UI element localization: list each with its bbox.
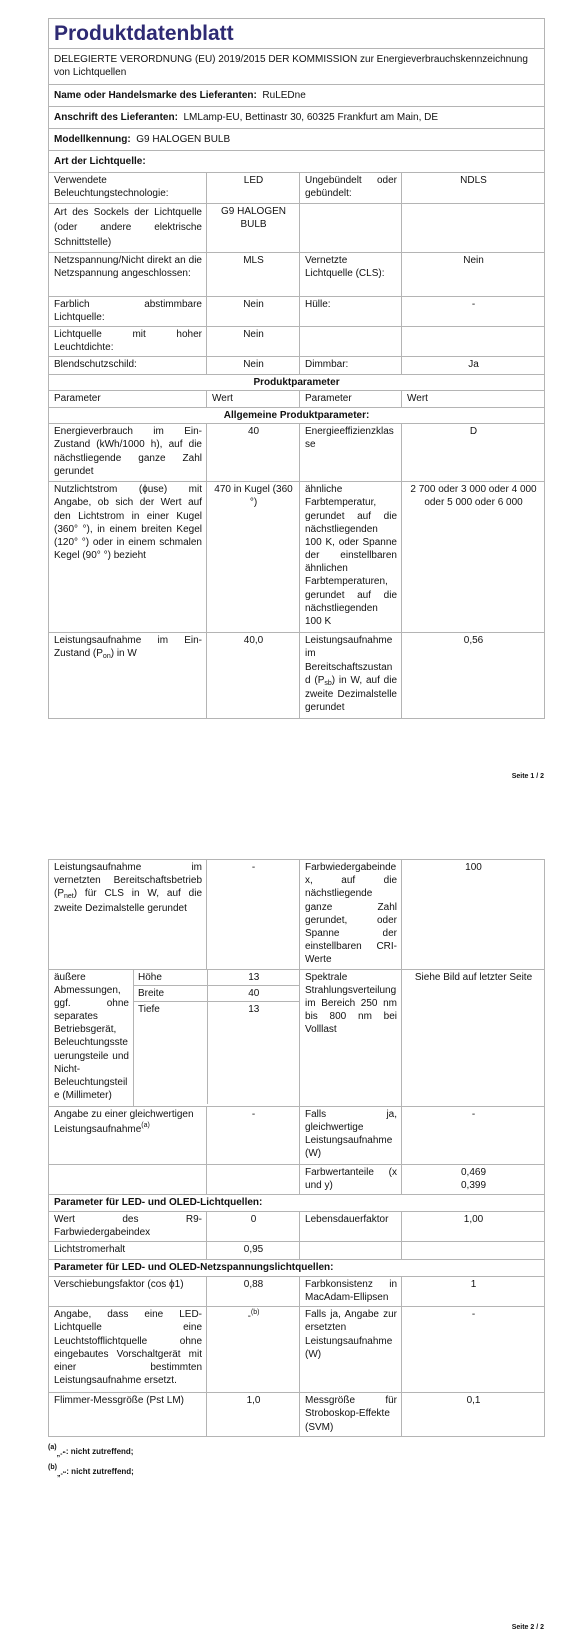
svm-value: 0,1 xyxy=(402,1393,545,1437)
socket-label: Art des Sockels der Lichtquelle (oder andere elektrische Schnittstelle) xyxy=(49,203,207,252)
macadam-label: Farbkonsistenz in MacAdam-Ellipsen xyxy=(300,1276,402,1306)
pnet-value: - xyxy=(207,860,300,970)
dimmable-value: Ja xyxy=(402,357,545,374)
energy-label: Energieverbrauch im Ein-Zustand (kWh/1000 h), auf die nächstliegende ganze Zahl gerundet xyxy=(49,424,207,482)
datasheet-table-page2 xyxy=(48,859,545,1437)
cls-value: Nein xyxy=(402,252,545,296)
maint-label: Lichtstromerhalt xyxy=(49,1242,207,1259)
chroma-y: 0,399 xyxy=(461,1179,487,1191)
height-label: Höhe xyxy=(134,970,207,986)
regulation-text: DELEGIERTE VERORDNUNG (EU) 2019/2015 DER KOMMISSION zur Energieverbrauchskennzeichnung von Lichtquellen xyxy=(49,49,545,84)
glare-label: Blendschutzschild: xyxy=(49,357,207,374)
spd-label: Spektrale Strahlungsverteilung im Bereich 250 nm bis 800 nm bei Volllast xyxy=(300,969,402,1106)
efficiency-value: D xyxy=(402,424,545,482)
mains-value: MLS xyxy=(207,252,300,296)
section-light-source: Art der Lichtquelle: xyxy=(49,151,545,173)
empty-cell xyxy=(300,203,402,252)
empty-cell xyxy=(300,1242,402,1259)
replace-value: -$^{(b)}$ xyxy=(207,1307,300,1393)
glare-value: Nein xyxy=(207,357,300,374)
page-title: Produktdatenblatt xyxy=(54,22,234,45)
height-value: 13 xyxy=(207,970,300,986)
tunable-value: Nein xyxy=(207,296,300,326)
flux-label: Nutzlichtstrom (ɸuse) mit Angabe, ob sich der Wert auf den Lichtstrom in einer Kugel (360° °), in einem breiten Kegel (120° °) oder in einem schmalen Kegel (90° °) bezieht xyxy=(49,482,207,633)
dims-label: äußere Abmessungen, ggf. ohne separates Betriebsgerät, Beleuchtungssteuerungsteile und Nicht-Beleuchtungsteile (Millimeter) xyxy=(49,969,134,1106)
tunable-label: Farblich abstimmbare Lichtquelle: xyxy=(49,296,207,326)
dimmable-label: Dimmbar: xyxy=(300,357,402,374)
socket-value: G9 HALOGEN BULB xyxy=(207,203,300,252)
supplier-name-label: Name oder Handelsmarke des Lieferanten: xyxy=(54,89,257,101)
page-number: Seite 2 / 2 xyxy=(511,1624,544,1631)
r9-value: 0 xyxy=(207,1212,300,1242)
cri-value: 100 xyxy=(402,860,545,970)
spd-value: Siehe Bild auf letzter Seite xyxy=(402,969,545,1106)
cct-label: ähnliche Farbtemperatur, gerundet auf die nächstliegenden 100 K, oder Spanne der einstellbaren ähnlichen Farbtemperaturen, gerundet auf die nächstliegenden 100 K xyxy=(300,482,402,633)
flicker-value: 1,0 xyxy=(207,1393,300,1437)
mains-heading: Parameter für LED- und OLED-Netzspannungslichtquellen: xyxy=(49,1259,545,1276)
model-row xyxy=(49,128,545,150)
tech-value: LED xyxy=(207,173,300,203)
empty-cell xyxy=(49,1164,207,1194)
efficiency-label: Energieeffizienzklasse xyxy=(300,424,402,482)
width-value: 40 xyxy=(207,985,300,1001)
survival-value: 1,00 xyxy=(402,1212,545,1242)
equiv-w-value: - xyxy=(402,1106,545,1164)
supplier-address-row xyxy=(49,106,545,128)
svm-label: Messgröße für Stroboskop-Effekte (SVM) xyxy=(300,1393,402,1437)
pon-value: 40,0 xyxy=(207,633,300,719)
pnet-label: Leistungsaufnahme im vernetzten Bereitschaftsbetrieb $(P_{net})$ für CLS in W, auf die zweite Dezimalstelle gerundet xyxy=(49,860,207,970)
page-2 xyxy=(48,859,544,1437)
model-value: G9 HALOGEN BULB xyxy=(136,133,231,145)
supplier-address-value: LMLamp-EU, Bettinastr 30, 60325 Frankfurt am Main, DE xyxy=(183,111,439,123)
empty-cell xyxy=(402,327,545,357)
product-params-heading: Produktparameter xyxy=(49,374,545,390)
page-1 xyxy=(48,18,544,719)
chroma-label: Farbwertanteile (x und y) xyxy=(300,1164,402,1194)
disp-value: 0,88 xyxy=(207,1276,300,1306)
depth-value: 13 xyxy=(207,1001,300,1104)
supplier-name-value: RuLEDne xyxy=(262,89,306,101)
disp-label: Verschiebungsfaktor (cos ϕ1) xyxy=(49,1276,207,1306)
bundled-label: Ungebündelt oder gebündelt: xyxy=(300,173,402,203)
col-header-param: Parameter xyxy=(49,390,207,407)
supplier-name-row xyxy=(49,84,545,106)
cri-label: Farbwiedergabeindex, auf die nächstliegende ganze Zahl gerundet, oder Spanne der einstellbaren CRI-Werte xyxy=(300,860,402,970)
flicker-label: Flimmer-Messgröße (Pst LM) xyxy=(49,1393,207,1437)
replace-label: Angabe, dass eine LED-Lichtquelle eine Leuchtstofflichtquelle ohne eingebautes Vorschaltgerät mit einer bestimmten Leistungsaufnahme ersetzt. xyxy=(49,1307,207,1393)
r9-label: Wert des R9-Farbwiedergabeindex xyxy=(49,1212,207,1242)
chroma-values xyxy=(402,1164,545,1194)
energy-value: 40 xyxy=(207,424,300,482)
psb-label: Leistungsaufnahme im Bereitschaftszustand $(P_{sb})$ in W, auf die zweite Dezimalstelle gerundet xyxy=(300,633,402,719)
highlum-label: Lichtquelle mit hoher Leuchtdichte: xyxy=(49,327,207,357)
depth-label: Tiefe xyxy=(138,1003,160,1015)
col-header-param: Parameter xyxy=(300,390,402,407)
maint-value: 0,95 xyxy=(207,1242,300,1259)
col-header-value: Wert xyxy=(402,390,545,407)
survival-label: Lebensdauerfaktor xyxy=(300,1212,402,1242)
empty-cell xyxy=(402,203,545,252)
col-header-value: Wert xyxy=(207,390,300,407)
replace-w-label: Falls ja, Angabe zur ersetzten Leistungsaufnahme (W) xyxy=(300,1307,402,1393)
model-label: Modellkennung: xyxy=(54,133,131,145)
bundled-value: NDLS xyxy=(402,173,545,203)
pon-label: Leistungsaufnahme im Ein-Zustand $(P_{on})$ in W xyxy=(49,633,207,719)
page-number: Seite 1 / 2 xyxy=(511,773,544,780)
footnotes xyxy=(48,1442,134,1481)
equiv-label: Angabe zu einer gleichwertigen Leistungsaufnahme$^{(a)}$ xyxy=(49,1106,207,1164)
cls-label: Vernetzte Lichtquelle (CLS): xyxy=(300,252,402,296)
empty-cell xyxy=(402,1242,545,1259)
highlum-value: Nein xyxy=(207,327,300,357)
footnote-a: (a)„-“: nicht zutreffend; xyxy=(48,1444,134,1458)
envelope-value: - xyxy=(402,296,545,326)
footnote-b: (b)„-“: nicht zutreffend; xyxy=(48,1463,134,1478)
datasheet-table-page1 xyxy=(48,18,545,719)
chroma-x: 0,469 xyxy=(461,1166,487,1178)
tech-label: Verwendete Beleuchtungstechnologie: xyxy=(49,173,207,203)
flux-value: 470 in Kugel (360 °) xyxy=(207,482,300,633)
empty-cell xyxy=(300,327,402,357)
dims-grid xyxy=(134,969,300,1106)
general-heading: Allgemeine Produktparameter: xyxy=(49,407,545,423)
psb-value: 0,56 xyxy=(402,633,545,719)
equiv-w-label: Falls ja, gleichwertige Leistungsaufnahme (W) xyxy=(300,1106,402,1164)
width-label: Breite xyxy=(134,985,207,1001)
replace-w-value: - xyxy=(402,1307,545,1393)
led-heading: Parameter für LED- und OLED-Lichtquellen: xyxy=(49,1194,545,1211)
envelope-label: Hülle: xyxy=(300,296,402,326)
dims-subtable xyxy=(134,970,300,1104)
supplier-address-label: Anschrift des Lieferanten: xyxy=(54,111,178,123)
empty-cell xyxy=(207,1164,300,1194)
macadam-value: 1 xyxy=(402,1276,545,1306)
cct-value: 2 700 oder 3 000 oder 4 000 oder 5 000 oder 6 000 xyxy=(402,482,545,633)
mains-label: Netzspannung/Nicht direkt an die Netzspannung angeschlossen: xyxy=(49,252,207,296)
equiv-value: - xyxy=(207,1106,300,1164)
